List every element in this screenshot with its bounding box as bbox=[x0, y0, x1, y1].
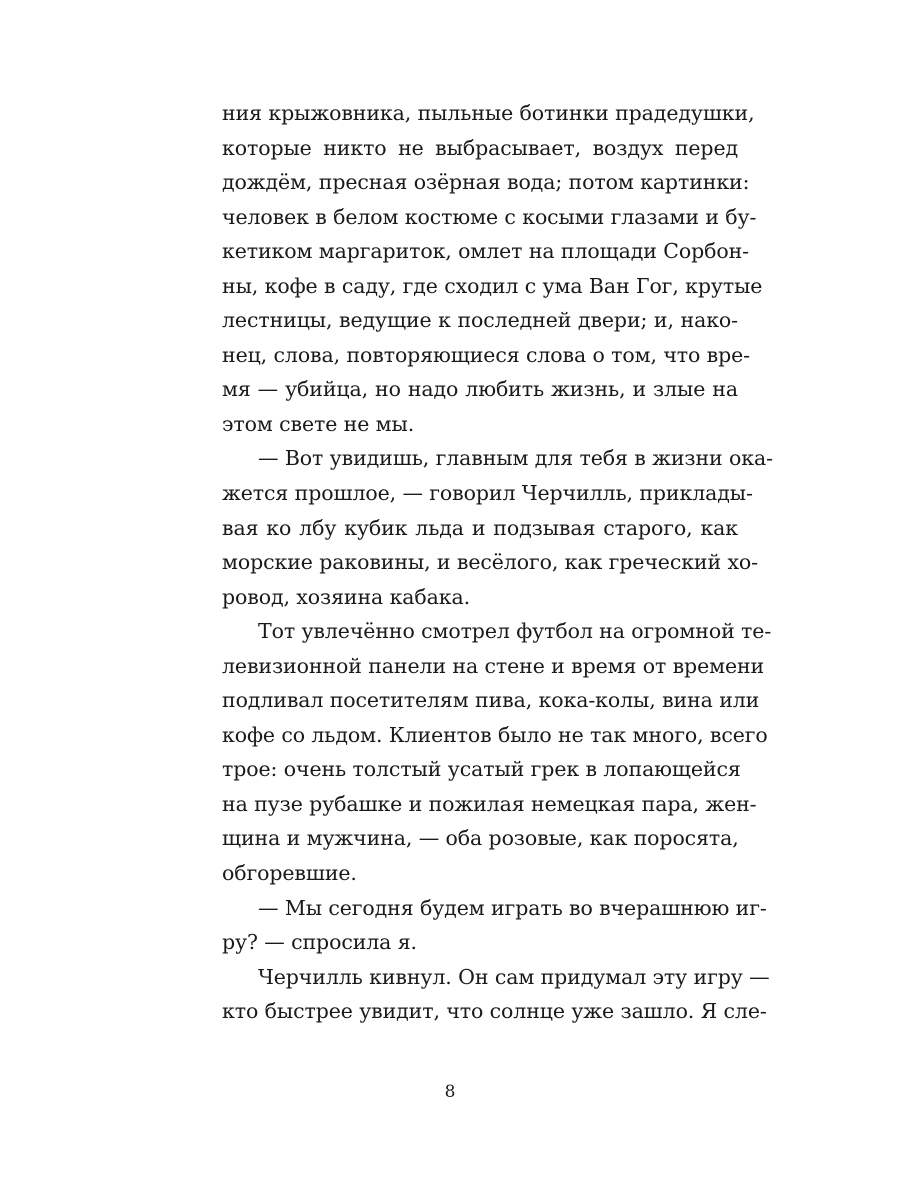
page-number: 8 bbox=[444, 1082, 456, 1102]
text-line: которые никто не выбрасывает, воздух перед bbox=[222, 135, 738, 160]
text-line: кофе со льдом. Клиентов было не так много, всего bbox=[222, 722, 768, 747]
text-line: — Вот увидишь, главным для тебя в жизни ока- bbox=[258, 446, 773, 471]
text-line: щина и мужчина, — оба розовые, как поросята, bbox=[222, 826, 739, 851]
text-line: кто быстрее увидит, что солнце уже зашло. Я сле- bbox=[222, 999, 767, 1024]
text-line: этом свете не мы. bbox=[222, 411, 415, 436]
text-line: кетиком маргариток, омлет на площади Сорбон- bbox=[222, 239, 749, 264]
text-line: трое: очень толстый усатый грек в лопающейся bbox=[222, 757, 741, 782]
text-line: ру? — спросила я. bbox=[222, 930, 417, 955]
text-line: дождём, пресная озёрная вода; потом картинки: bbox=[222, 170, 750, 195]
text-line: человек в белом костюме с косыми глазами и бу- bbox=[222, 204, 757, 229]
text-line: ния крыжовника, пыльные ботинки прадедушки, bbox=[222, 101, 755, 125]
text-line: обгоревшие. bbox=[222, 861, 357, 886]
text-line: — Мы сегодня будем играть во вчерашнюю иг- bbox=[258, 895, 767, 920]
text-line: морские раковины, и весёлого, как греческий хо- bbox=[222, 550, 758, 575]
text-line: ны, кофе в саду, где сходил с ума Ван Гог, крутые bbox=[222, 273, 763, 298]
body-text bbox=[222, 96, 773, 1029]
text-line: жется прошлое, — говорил Черчилль, приклады- bbox=[222, 481, 753, 506]
text-line: вая ко лбу кубик льда и подзывая старого, как bbox=[222, 515, 738, 540]
text-line: лестницы, ведущие к последней двери; и, нако- bbox=[222, 308, 738, 333]
text-line: Черчилль кивнул. Он сам придумал эту игру — bbox=[258, 964, 770, 989]
text-line: ровод, хозяина кабака. bbox=[222, 584, 471, 609]
text-line: на пузе рубашке и пожилая немецкая пара, жен- bbox=[222, 791, 757, 816]
text-line: подливал посетителям пива, кока-колы, вина или bbox=[222, 688, 760, 713]
text-line: левизионной панели на стене и время от времени bbox=[222, 653, 765, 678]
text-line: нец, слова, повторяющиеся слова о том, что вре- bbox=[222, 342, 750, 367]
text-line: мя — убийца, но надо любить жизнь, и злые на bbox=[222, 377, 738, 402]
text-line: Тот увлечённо смотрел футбол на огромной те- bbox=[258, 619, 772, 644]
